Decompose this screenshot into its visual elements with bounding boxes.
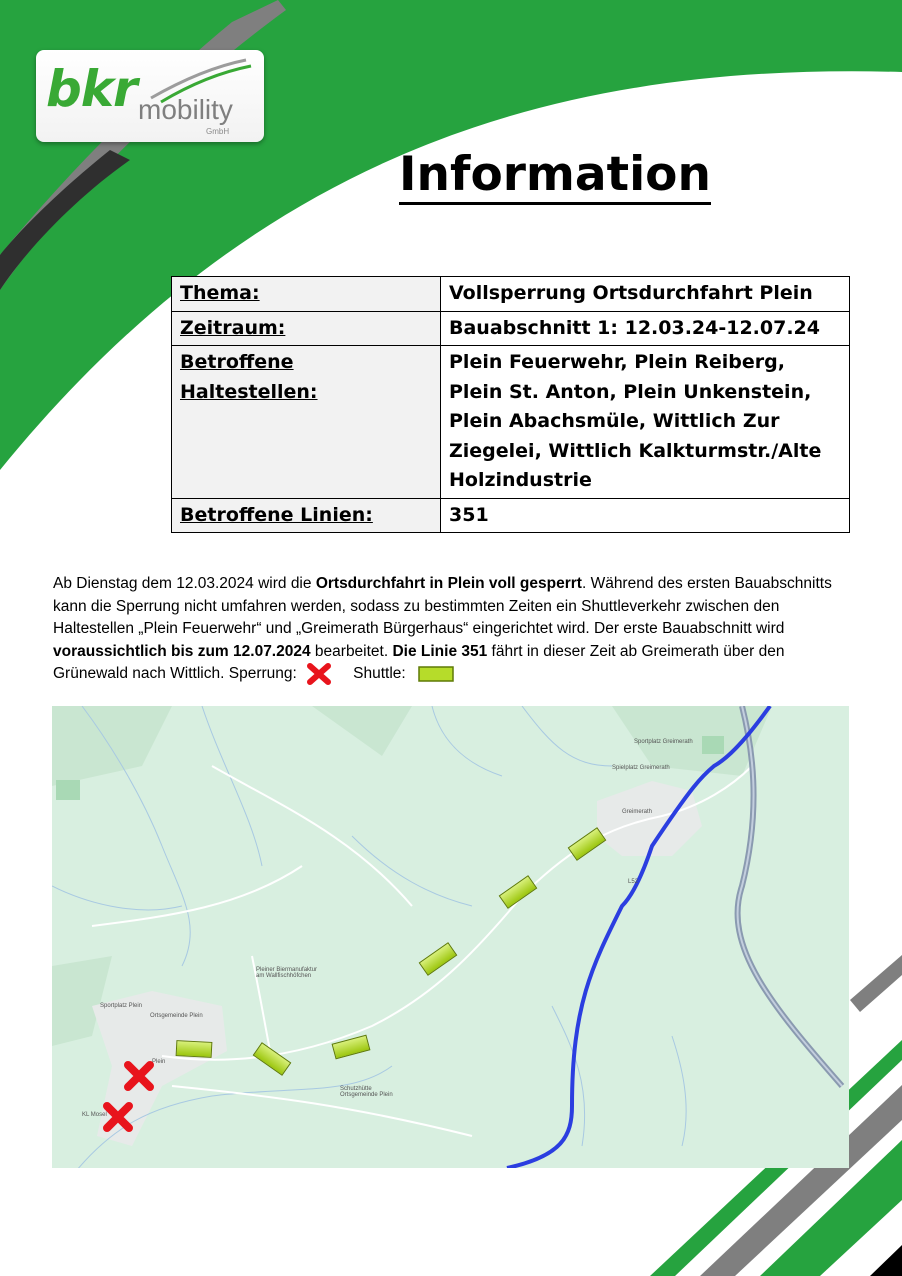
bold-text: voraussichtlich bis zum 12.07.2024 [53,642,311,660]
map-label: Pleiner Biermanufaktur am Wallfischhöfchen [256,967,318,979]
row-key: Thema: [172,277,441,312]
row-key: Betroffene Linien: [172,498,441,533]
company-logo [36,50,264,142]
shuttle-legend-icon [418,666,454,682]
closure-cross-icon [102,1101,134,1133]
table-row [172,346,850,499]
text: . Während des ersten Bauabschnitts kann die Sperrung nicht umfahren werden, sodass zu bestimmten Zeiten ein Shuttleverkehr zwischen den Haltestellen „Plein Feuerwehr“ und „Greimerath Bürgerhaus“ eingerichtet wird. Der erste Bauabschnitt wird [53,575,832,637]
map-label: L52 [628,879,639,885]
map-label: Sportplatz Greimerath [634,739,693,745]
logo-legal-form: GmbH [206,127,230,136]
page-title: Information [399,148,711,205]
row-key: Betroffene Haltestellen: [172,346,441,499]
notice-paragraph [53,573,853,686]
text: Shuttle: [353,665,406,683]
map-label: Sportplatz Plein [100,1003,143,1009]
text: Ab Dienstag dem 12.03.2024 wird die [53,575,316,592]
map-base [52,706,849,1168]
bold-text: Die Linie 351 [392,642,488,660]
closure-cross-icon [123,1060,155,1092]
logo-suffix: mobility [138,94,233,125]
map-label: Plein [152,1059,166,1065]
row-key: Zeitraum: [172,311,441,346]
map-label: Ortsgemeinde Plein [150,1013,203,1019]
logo-brand: bkr [46,60,137,118]
map-label: Schutzhütte Ortsgemeinde Plein [340,1086,393,1098]
map-label: Greimerath [622,809,653,815]
table-row [172,498,850,533]
map-label: Spielplatz Greimerath [612,765,670,771]
row-value: Vollsperrung Ortsdurchfahrt Plein [441,277,850,312]
map-label: KL Mosel [82,1112,107,1118]
shuttle-marker [176,1040,213,1058]
row-value: Plein Feuerwehr, Plein Reiberg, Plein St. Anton, Plein Unkenstein, Plein Abachsmüle, Wittlich Zur Ziegelei, Wittlich Kalkturmstr./Alte Holzindustrie [441,346,850,499]
closure-cross-icon [307,663,331,685]
bold-text: Ortsdurchfahrt in Plein voll gesperrt [315,575,582,592]
text: bearbeitet. [310,642,393,660]
route-map [52,706,849,1168]
row-value: Bauabschnitt 1: 12.03.24-12.07.24 [441,311,850,346]
table-row [172,311,850,346]
page-title-wrap [0,148,902,205]
table-row [172,277,850,312]
info-table [171,276,850,533]
text: fährt in dieser Zeit ab Greimerath über den Grünewald nach Wittlich. Sperrung: [53,642,785,683]
row-value: 351 [441,498,850,533]
